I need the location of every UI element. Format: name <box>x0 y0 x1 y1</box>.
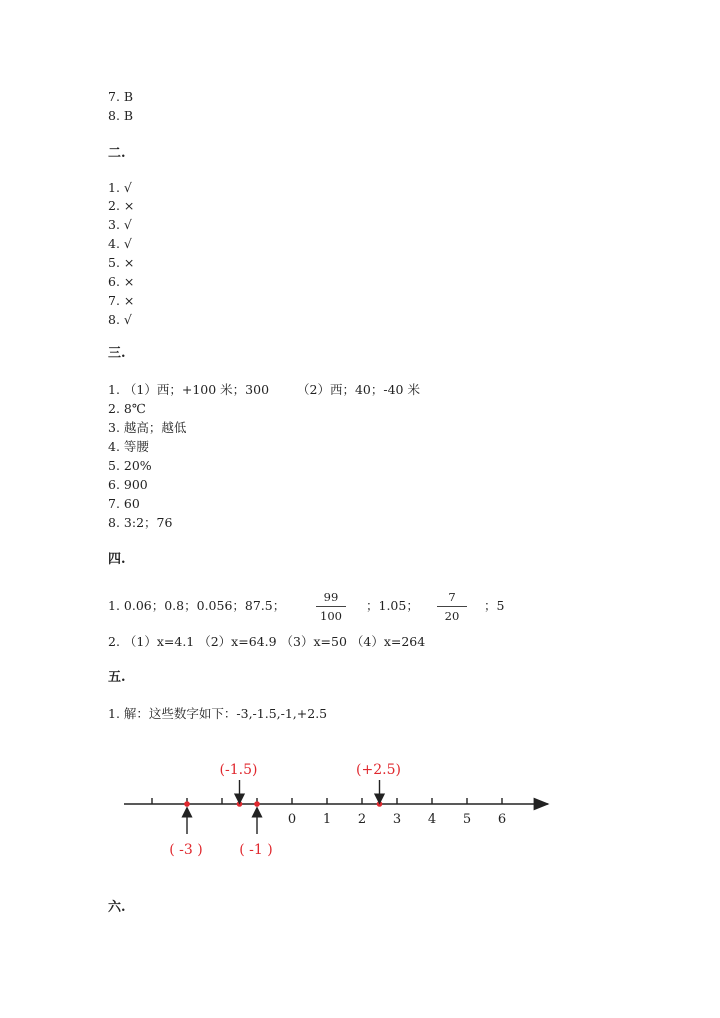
tick-label: 3 <box>392 812 402 827</box>
point-label: (-1.5) <box>219 762 258 778</box>
point-dot <box>184 801 190 807</box>
answer-line: 8. B <box>108 108 134 123</box>
answer-line: 1. 解：这些数字如下：-3,-1.5,-1,+2.5 <box>108 706 328 721</box>
answer-line: 2. （1）x=4.1 （2）x=64.9 （3）x=50 （4）x=264 <box>108 634 426 649</box>
section-heading-3: 三. <box>108 346 126 361</box>
answer-line: 1. √ <box>108 180 132 195</box>
answer-line: 5. 20% <box>108 458 152 473</box>
answer-line: 5. × <box>108 255 135 270</box>
answer-line: 4. 等腰 <box>108 439 149 454</box>
tick-label: 5 <box>462 812 472 827</box>
tick-label: 6 <box>497 812 507 827</box>
point-label: ( -3 ) <box>169 842 203 858</box>
answer-line: ；5 <box>484 598 505 613</box>
answer-line: ；1.05； <box>366 598 419 613</box>
answer-line: 7. 60 <box>108 496 140 511</box>
answer-line: 6. × <box>108 274 135 289</box>
answer-line: 2. 8℃ <box>108 401 146 416</box>
answer-line: 6. 900 <box>108 477 148 492</box>
fraction-numerator: 7 <box>448 590 456 604</box>
answer-line: 7. × <box>108 293 135 308</box>
tick-label: 4 <box>427 812 437 827</box>
section-heading-5: 五. <box>108 670 126 685</box>
tick-label: 2 <box>357 812 367 827</box>
fraction-denominator: 20 <box>444 609 460 623</box>
tick-label: 1 <box>322 812 332 827</box>
point-dot <box>254 801 260 807</box>
tick-label: 0 <box>287 812 297 827</box>
point-label: ( -1 ) <box>239 842 273 858</box>
section-heading-4: 四. <box>108 552 126 567</box>
fraction-numerator: 99 <box>323 590 339 604</box>
point-dot <box>237 801 243 807</box>
answer-line: 7. B <box>108 89 134 104</box>
answer-line: 3. 越高；越低 <box>108 420 187 435</box>
answer-line: 3. √ <box>108 217 132 232</box>
answer-line: 1. 0.06；0.8；0.056；87.5； <box>108 598 286 613</box>
fraction-denominator: 100 <box>320 609 342 623</box>
section-heading-6: 六. <box>108 900 126 915</box>
point-label: (+2.5) <box>356 762 401 778</box>
answer-line: 4. √ <box>108 236 132 251</box>
point-dot <box>377 801 383 807</box>
section-heading-2: 二. <box>108 146 126 161</box>
answer-line: （2）西；40；-40 米 <box>297 382 420 397</box>
answer-line: 8. √ <box>108 312 132 327</box>
answer-line: 1. （1）西；+100 米；300 <box>108 382 270 397</box>
answer-line: 2. × <box>108 198 135 213</box>
answer-line: 8. 3:2；76 <box>108 515 173 530</box>
